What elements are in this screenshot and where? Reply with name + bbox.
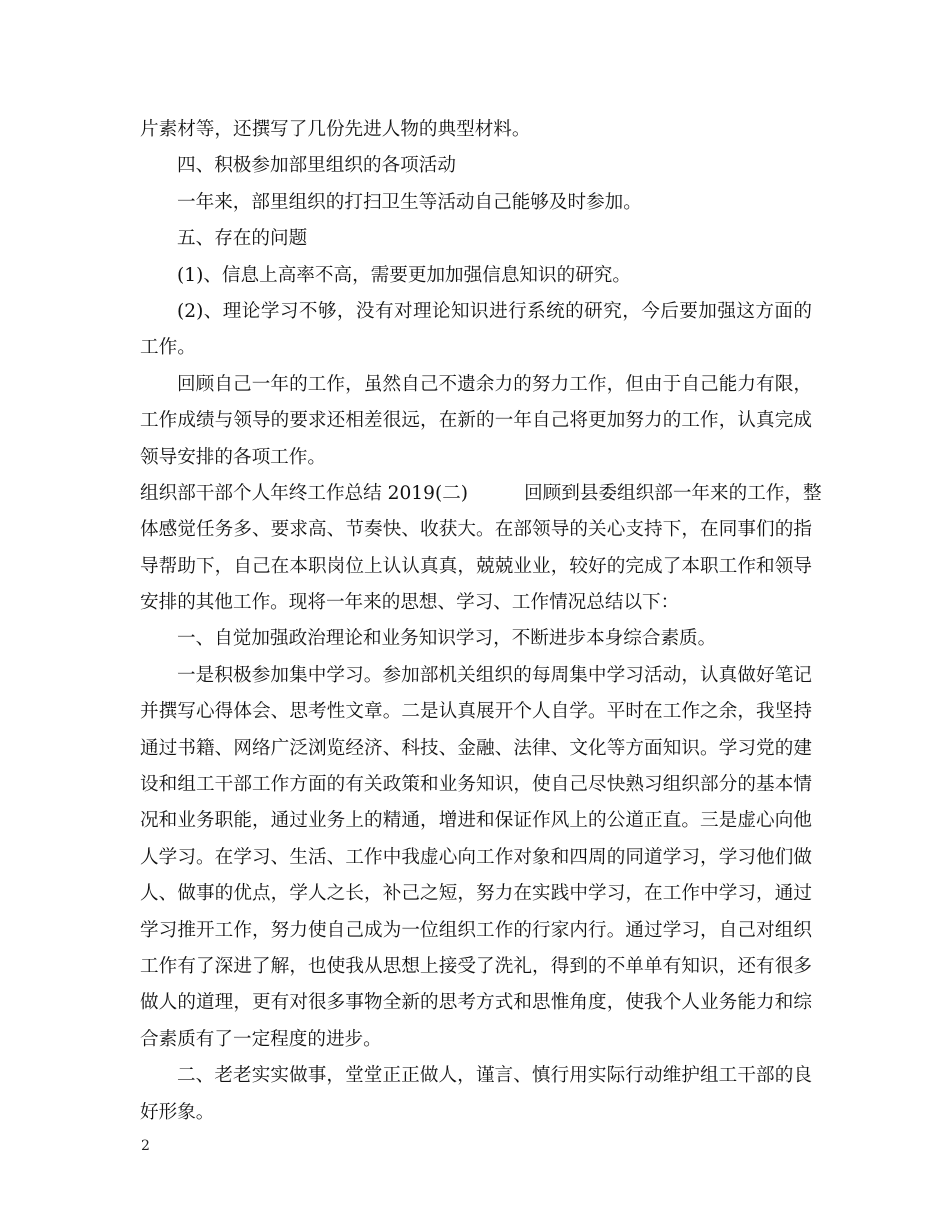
section-heading: 二、老老实实做事，堂堂正正做人，谨言、慎行用实际行动维护组工干部的良 [177, 1065, 812, 1087]
body-line: 人学习。在学习、生活、工作中我虚心向工作对象和四周的同道学习，学习他们做 [140, 846, 812, 868]
body-line: 工作。 [140, 337, 196, 359]
section-heading: 四、积极参加部里组织的各项活动 [177, 155, 456, 177]
body-line: 工作成绩与领导的要求还相差很远，在新的一年自己将更加努力的工作，认真完成 [140, 410, 812, 432]
list-item: (1)、信息上高率不高，需要更加加强信息知识的研究。 [177, 264, 631, 286]
body-line: 做人的道理，更有对很多事物全新的思考方式和思惟角度，使我个人业务能力和综 [140, 992, 812, 1014]
body-line: 回顾自己一年的工作，虽然自己不遗余力的努力工作，但由于自己能力有限， [177, 373, 812, 395]
body-line: 一年来，部里组织的打扫卫生等活动自己能够及时参加。 [177, 191, 642, 213]
section-heading: 一、自觉加强政治理论和业务知识学习，不断进步本身综合素质。 [177, 628, 717, 650]
body-line: 况和业务职能，通过业务上的精通，增进和保证作风上的公道正直。三是虚心向他 [140, 810, 812, 832]
body-line: 安排的其他工作。现将一年来的思想、学习、工作情况总结以下： [140, 592, 680, 614]
title-line [140, 476, 822, 512]
body-line: 设和组工干部工作方面的有关政策和业务知识，使自己尽快熟习组织部分的基本情 [140, 774, 812, 796]
body-line: 领导安排的各项工作。 [140, 446, 326, 468]
body-line: 人、做事的优点，学人之长，补己之短，努力在实践中学习，在工作中学习，通过 [140, 883, 812, 905]
body-line: 工作有了深进了解，也使我从思想上接受了洗礼，得到的不单单有知识，还有很多 [140, 955, 812, 977]
body-line: 导帮助下，自己在本职岗位上认认真真，兢兢业业，较好的完成了本职工作和领导 [140, 555, 812, 577]
body-line: 学习推开工作，努力使自己成为一位组织工作的行家内行。通过学习，自己对组织 [140, 919, 812, 941]
document-title: 组织部干部个人年终工作总结 2019(二) [140, 482, 469, 504]
body-line: 合素质有了一定程度的进步。 [140, 1028, 382, 1050]
body-line: 体感觉任务多、要求高、节奏快、收获大。在部领导的关心支持下，在同事们的指 [140, 519, 812, 541]
body-line: 通过书籍、网络广泛浏览经济、科技、金融、法律、文化等方面知识。学习党的建 [140, 737, 812, 759]
body-line: 片素材等，还撰写了几份先进人物的典型材料。 [140, 119, 531, 140]
body-line: 一是积极参加集中学习。参加部机关组织的每周集中学习活动，认真做好笔记 [177, 664, 812, 686]
body-line: 好形象。 [140, 1101, 215, 1123]
section-heading: 五、存在的问题 [177, 228, 308, 250]
page-number: 2 [141, 1138, 150, 1154]
body-line: 回顾到县委组织部一年来的工作，整 [524, 482, 822, 504]
body-line: 并撰写心得体会、思考性文章。二是认真展开个人自学。平时在工作之余，我坚持 [140, 701, 812, 723]
document-body [140, 112, 822, 1131]
list-item: (2)、理论学习不够，没有对理论知识进行系统的研究，今后要加强这方面的 [177, 300, 812, 322]
